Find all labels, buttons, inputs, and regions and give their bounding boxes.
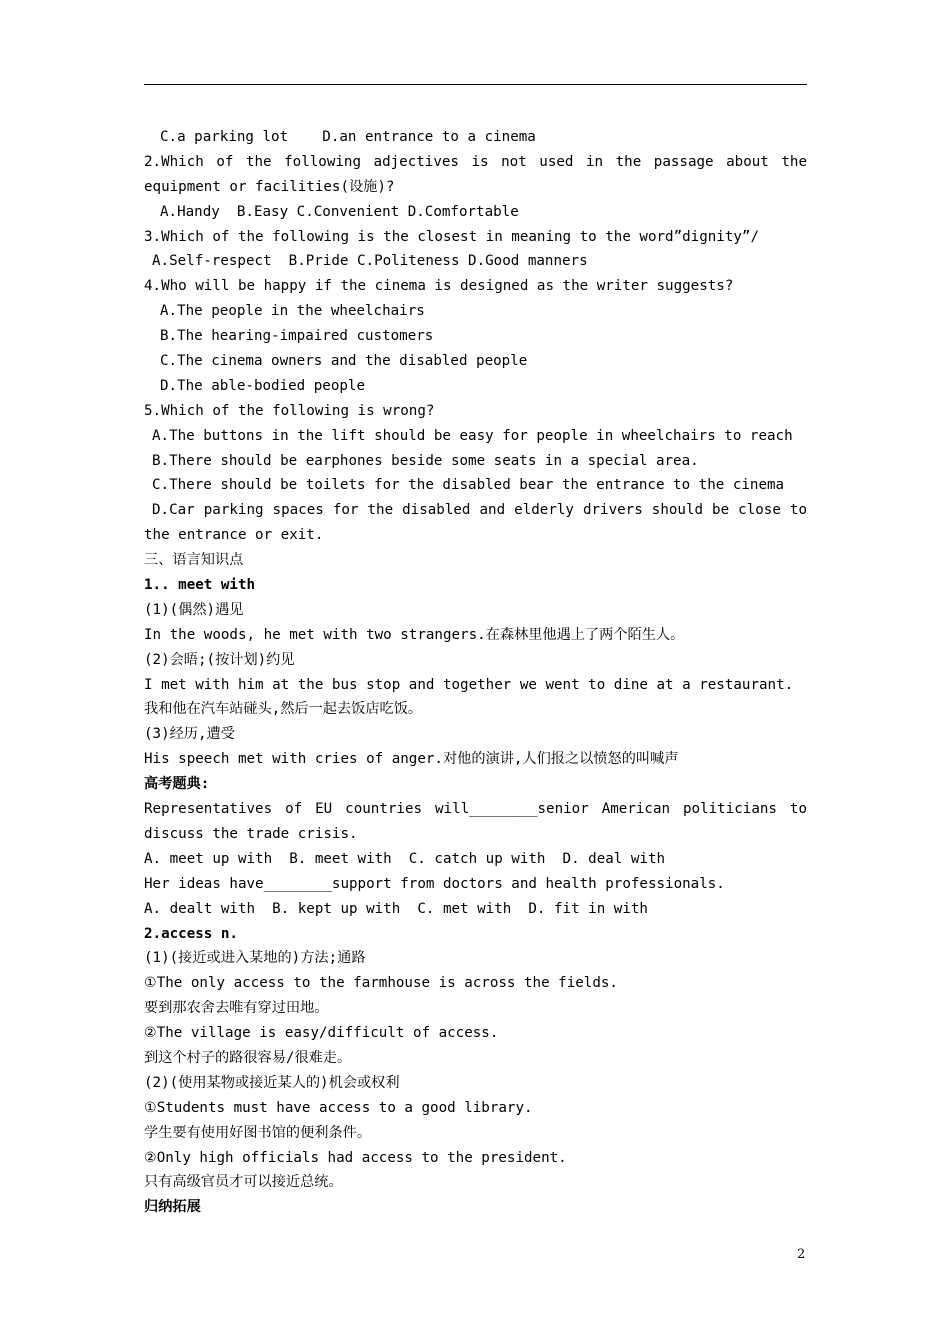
text-line: In the woods, he met with two strangers.在森林里他遇上了两个陌生人。: [144, 626, 685, 643]
text-line: the entrance or exit.: [144, 527, 324, 544]
text-line: A.The people in the wheelchairs: [160, 303, 425, 320]
text-line: 高考题典:: [144, 776, 210, 793]
text-line: I met with him at the bus stop and together we went to dine at a restaurant.: [144, 676, 794, 693]
text-line: A. meet up with B. meet with C. catch up with D. deal with: [144, 850, 666, 867]
text-line: 要到那农舍去唯有穿过田地。: [144, 1000, 329, 1017]
text-line: His speech met with cries of anger.对他的演讲,人们报之以愤怒的叫喊声: [144, 751, 679, 768]
text-line: 只有高级官员才可以接近总统。: [144, 1174, 343, 1191]
text-line: A.Self-respect B.Pride C.Politeness D.Good manners: [152, 253, 588, 270]
text-line: 5.Which of the following is wrong?: [144, 402, 435, 419]
text-line: ①Students must have access to a good library.: [144, 1099, 533, 1116]
text-line: 2.access n.: [144, 925, 238, 942]
text-line: D.The able-bodied people: [160, 377, 365, 394]
document-body: [144, 125, 807, 1220]
text-line: 学生要有使用好图书馆的便利条件。: [144, 1124, 372, 1141]
text-line: C.There should be toilets for the disabled bear the entrance to the cinema: [152, 477, 785, 494]
text-line: 归纳拓展: [144, 1199, 201, 1216]
text-line: ②The village is easy/difficult of access.: [144, 1025, 499, 1042]
page-number: 2: [797, 1247, 806, 1262]
text-line: B.There should be earphones beside some seats in a special area.: [152, 452, 699, 469]
text-line: ②Only high officials had access to the president.: [144, 1149, 567, 1166]
text-line: A.The buttons in the lift should be easy for people in wheelchairs to reach: [152, 427, 793, 444]
text-line: C.The cinema owners and the disabled people: [160, 353, 528, 370]
text-line: (1)(接近或进入某地的)方法;通路: [144, 950, 366, 967]
text-line: A. dealt with B. kept up with C. met with D. fit in with: [144, 900, 648, 917]
text-line: 到这个村子的路很容易/很难走。: [144, 1049, 352, 1066]
text-line: (2)(使用某物或接近某人的)机会或权利: [144, 1074, 400, 1091]
text-line: (1)(偶然)遇见: [144, 601, 244, 618]
text-line: equipment or facilities(设施)?: [144, 178, 395, 195]
text-line: B.The hearing-impaired customers: [160, 328, 434, 345]
text-line: D.Car parking spaces for the disabled and elderly drivers should be close to: [152, 502, 807, 519]
text-line: discuss the trade crisis.: [144, 825, 358, 842]
text-line: ①The only access to the farmhouse is across the fields.: [144, 975, 618, 992]
text-line: (3)经历,遭受: [144, 726, 235, 743]
text-line: 3.Which of the following is the closest in meaning to the word”dignity”/: [144, 228, 759, 245]
text-line: 2.Which of the following adjectives is not used in the passage about the: [144, 153, 807, 170]
text-line: 1.. meet with: [144, 577, 256, 594]
text-line: C.a parking lot D.an entrance to a cinema: [160, 129, 536, 145]
text-line: 4.Who will be happy if the cinema is designed as the writer suggests?: [144, 278, 734, 295]
text-line: Representatives of EU countries will________senior American politicians to: [144, 801, 807, 818]
text-line: 我和他在汽车站碰头,然后一起去饭店吃饭。: [144, 701, 423, 718]
text-line: (2)会晤;(按计划)约见: [144, 651, 295, 668]
text-line: A.Handy B.Easy C.Convenient D.Comfortable: [160, 203, 519, 220]
text-line: Her ideas have________support from doctors and health professionals.: [144, 875, 725, 892]
text-line: 三、语言知识点: [144, 552, 244, 569]
header-rule: [144, 84, 807, 85]
